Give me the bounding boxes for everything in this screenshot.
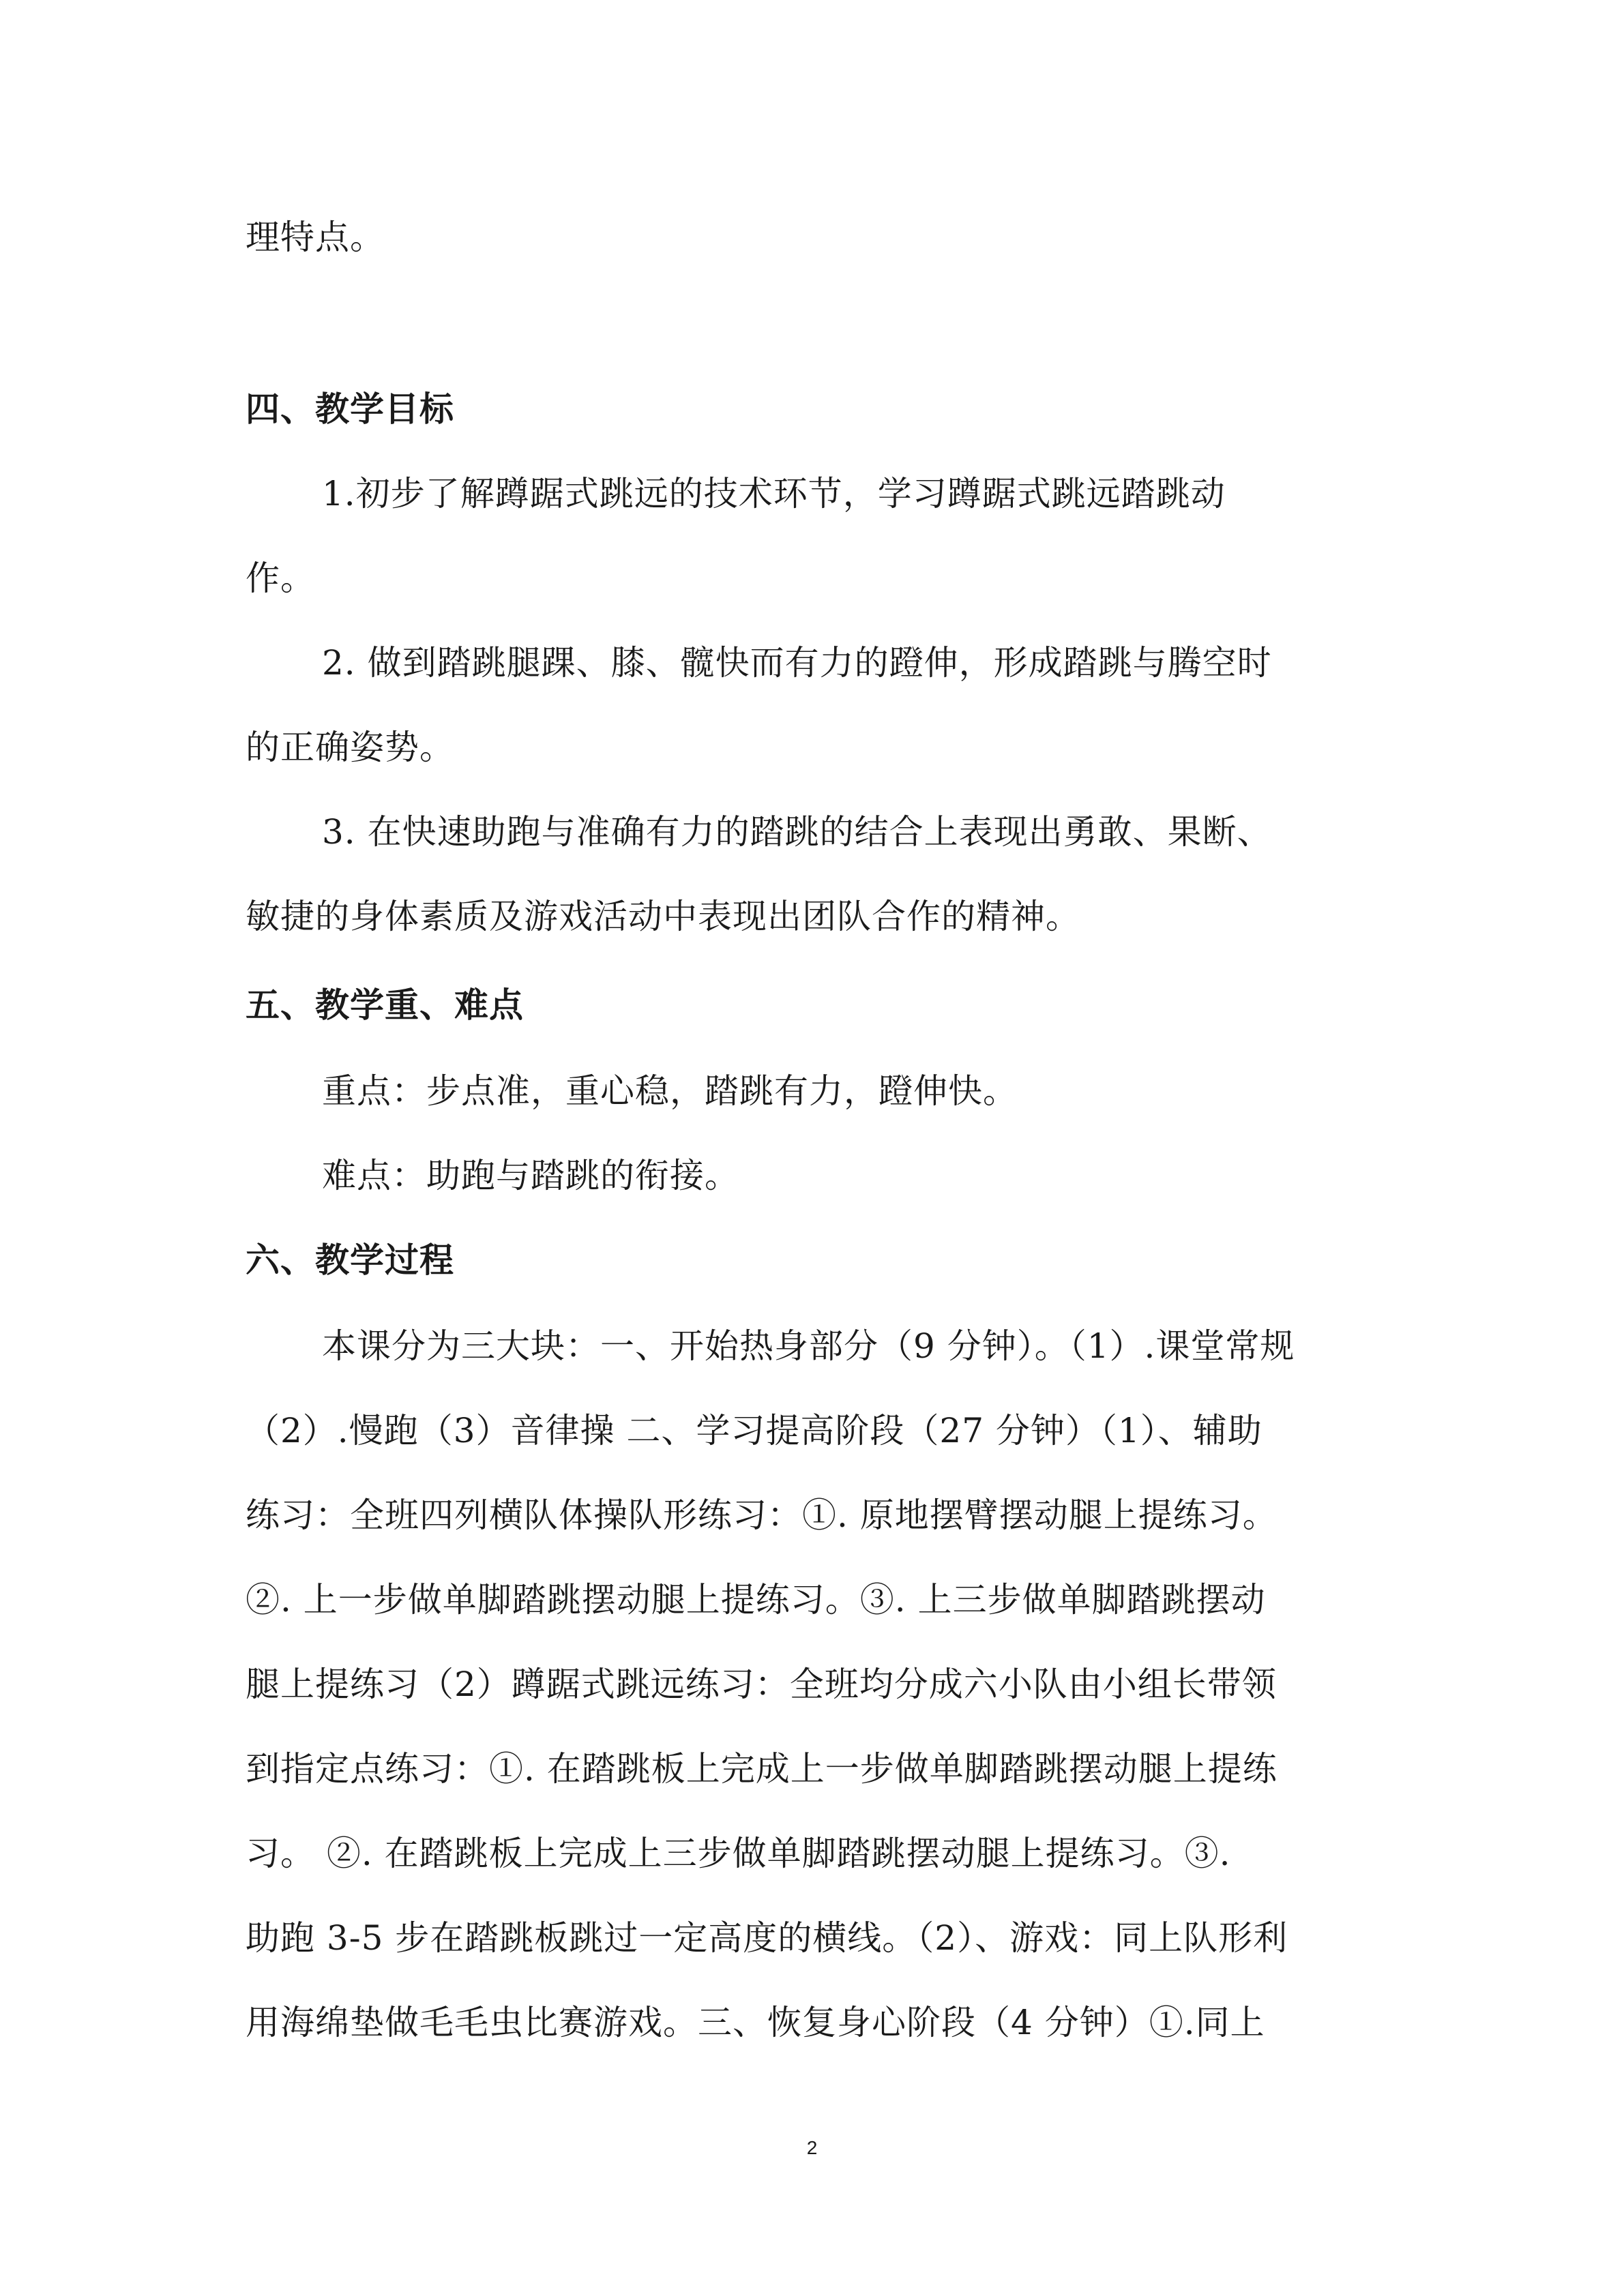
paragraph-line: 1.初步了解蹲踞式跳远的技术环节，学习蹲踞式跳远踏跳动 xyxy=(322,474,1226,513)
paragraph-line: 作。 xyxy=(246,558,315,598)
section-heading-key-difficult-points: 五、教学重、难点 xyxy=(246,985,524,1025)
section-heading-teaching-objectives: 四、教学目标 xyxy=(246,389,454,429)
paragraph-line: 用海绵垫做毛毛虫比赛游戏。三、恢复身心阶段（4 分钟）①.同上 xyxy=(246,2003,1265,2042)
paragraph-line: 到指定点练习：①. 在踏跳板上完成上一步做单脚踏跳摆动腿上提练 xyxy=(246,1749,1278,1789)
paragraph-line: 本课分为三大块：一、开始热身部分（9 分钟）。（1）.课堂常规 xyxy=(322,1326,1295,1366)
paragraph-line: 重点：步点准，重心稳，踏跳有力，蹬伸快。 xyxy=(322,1071,1018,1111)
paragraph-line: ②. 上一步做单脚踏跳摆动腿上提练习。③. 上三步做单脚踏跳摆动 xyxy=(246,1580,1266,1620)
paragraph-line: 助跑 3-5 步在踏跳板跳过一定高度的横线。（2）、游戏：同上队形利 xyxy=(246,1918,1288,1958)
paragraph-line: 腿上提练习（2）蹲踞式跳远练习：全班均分成六小队由小组长带领 xyxy=(246,1665,1277,1704)
continuation-text: 理特点。 xyxy=(246,218,385,257)
paragraph-line: 的正确姿势。 xyxy=(246,728,454,767)
paragraph-line: 习。 ②. 在踏跳板上完成上三步做单脚踏跳摆动腿上提练习。③. xyxy=(246,1834,1231,1873)
paragraph-line: （2）.慢跑（3）音律操 二、学习提高阶段（27 分钟）（1）、辅助 xyxy=(246,1411,1263,1450)
paragraph-line: 敏捷的身体素质及游戏活动中表现出团队合作的精神。 xyxy=(246,897,1080,936)
section-heading-teaching-process: 六、教学过程 xyxy=(246,1240,454,1280)
paragraph-line: 2. 做到踏跳腿踝、膝、髋快而有力的蹬伸，形成踏跳与腾空时 xyxy=(322,643,1272,683)
paragraph-line: 难点：助跑与踏跳的衔接。 xyxy=(322,1156,739,1195)
paragraph-line: 3. 在快速助跑与准确有力的踏跳的结合上表现出勇敢、果断、 xyxy=(322,812,1272,852)
page-number: 2 xyxy=(806,2137,818,2158)
paragraph-line: 练习：全班四列横队体操队形练习：①. 原地摆臂摆动腿上提练习。 xyxy=(246,1495,1278,1535)
